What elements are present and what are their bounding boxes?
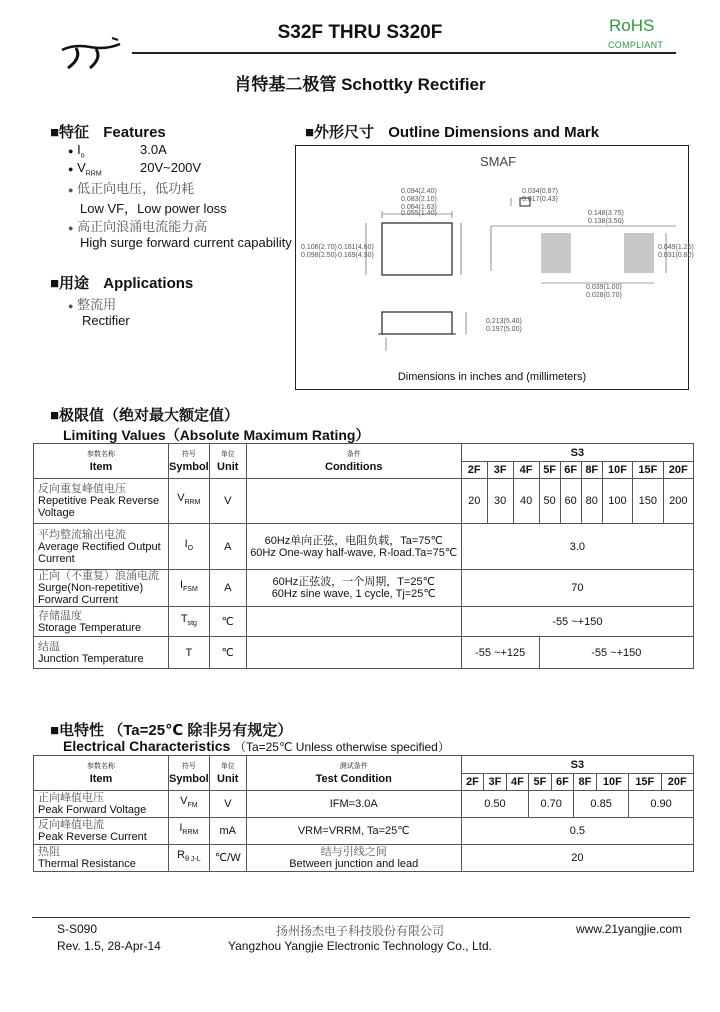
lim-r1-value: 200 bbox=[663, 479, 693, 524]
el-r2-sym-main: I bbox=[179, 822, 183, 835]
el-col-param-en: Item bbox=[89, 773, 113, 785]
lim-col-sym bbox=[169, 444, 210, 479]
el-r1-v3: 0.85 bbox=[574, 791, 629, 818]
dim-2: 0.083(2.10) bbox=[401, 196, 437, 203]
lim-r1-value: 60 bbox=[560, 479, 581, 524]
el-model: 10F bbox=[596, 774, 628, 791]
features-heading bbox=[50, 121, 166, 142]
footer-company-cn: 扬州扬杰电子科技股份有限公司 bbox=[275, 924, 444, 938]
lim-r5-sym: T bbox=[169, 637, 210, 669]
lim-r2-en2: Current bbox=[38, 552, 75, 565]
lim-r3-sym-main: I bbox=[179, 579, 183, 592]
features-heading-en: Features bbox=[103, 124, 166, 141]
el-col-sym-cn: 符号 bbox=[181, 763, 196, 770]
application-item-cn: ● 整流用 bbox=[68, 297, 117, 312]
el-r3-cond bbox=[246, 845, 461, 872]
dim-6: 0.017(0.43) bbox=[522, 196, 558, 203]
lim-r5-cn: 结温 bbox=[38, 640, 60, 653]
lim-col-cond-cn: 条件 bbox=[346, 451, 361, 458]
footer-company-en: Yangzhou Yangjie Electronic Technology Co., Ltd. bbox=[228, 939, 492, 953]
lim-model: 3F bbox=[487, 462, 513, 479]
el-model: 15F bbox=[629, 774, 661, 791]
lim-r2-cond-cn: 60Hz单向正弦，电阻负载，Ta=75℃ bbox=[264, 534, 443, 547]
applications-heading bbox=[50, 272, 193, 293]
lim-col-sym-en: Symbol bbox=[169, 461, 209, 473]
el-r3-sym-sub: θ J-L bbox=[185, 856, 201, 864]
dim-17: 0.213(5.40) bbox=[486, 318, 522, 325]
el-r3-cond-en: Between junction and lead bbox=[289, 858, 419, 870]
lim-r2-en1: Average Rectified Output bbox=[38, 540, 161, 553]
footer-rev: Rev. 1.5, 28-Apr-14 bbox=[57, 939, 161, 953]
el-col-unit-en: Unit bbox=[217, 773, 239, 785]
lim-r2-value: 3.0 bbox=[461, 524, 693, 570]
lim-r3-en2: Forward Current bbox=[38, 594, 119, 606]
lim-r5-unit: ℃ bbox=[209, 637, 246, 669]
lim-r4-en: Storage Temperature bbox=[38, 621, 142, 634]
lim-r3-cond-en: 60Hz sine wave, 1 cycle, Tj=25℃ bbox=[271, 588, 436, 600]
lim-col-param bbox=[34, 444, 169, 479]
lim-r1-value: 20 bbox=[461, 479, 487, 524]
el-model: 2F bbox=[461, 774, 483, 791]
lim-r4-value: -55 ~+150 bbox=[461, 607, 693, 637]
lim-r3-cond-cn: 60Hz正弦波，一个周期，T=25℃ bbox=[272, 576, 435, 588]
table-row bbox=[34, 570, 694, 607]
lim-model: 15F bbox=[633, 462, 663, 479]
electrical-heading-cn: ■电特性 （Ta=25℃ 除非另有规定） bbox=[50, 722, 293, 739]
lim-r1-cn: 反向重复峰值电压 bbox=[38, 483, 126, 495]
el-col-cond-en: Test Condition bbox=[315, 773, 392, 785]
lim-r1-sym-main: V bbox=[177, 492, 185, 505]
table-row bbox=[34, 524, 694, 570]
feature-surge-cn: ● 高正向浪涌电流能力高 bbox=[68, 219, 208, 234]
lim-col-unit-cn: 单位 bbox=[220, 451, 235, 458]
io-sub: o bbox=[80, 152, 85, 160]
outline-heading bbox=[305, 121, 599, 142]
el-r2-sym bbox=[169, 818, 210, 845]
dim-1: 0.094(2.40) bbox=[401, 188, 437, 195]
dim-4: 0.055(1.40) bbox=[401, 210, 437, 217]
lim-col-sym-cn: 符号 bbox=[181, 451, 196, 458]
features-heading-cn: ■特征 bbox=[50, 124, 90, 141]
el-col-cond-cn: 测试条件 bbox=[339, 763, 368, 770]
rohs-mark: RoHS bbox=[609, 16, 655, 35]
lim-model: 2F bbox=[461, 462, 487, 479]
dim-5: 0.034(0.87) bbox=[522, 188, 558, 195]
el-r3-value: 20 bbox=[461, 845, 693, 872]
vrrm-label: V bbox=[77, 160, 86, 175]
dim-18: 0.197(5.00) bbox=[486, 326, 522, 333]
el-col-cond bbox=[246, 756, 461, 791]
dim-15: 0.039(1.00) bbox=[586, 284, 622, 291]
lim-col-unit bbox=[209, 444, 246, 479]
table-row bbox=[34, 479, 694, 524]
lim-r1-value: 150 bbox=[633, 479, 663, 524]
lim-r4-cond bbox=[246, 607, 461, 637]
lim-r2-sym-sub: O bbox=[187, 545, 194, 553]
el-col-sym bbox=[169, 756, 210, 791]
lim-r3-cond bbox=[246, 570, 461, 607]
el-r1-sym bbox=[169, 791, 210, 818]
lim-col-unit-en: Unit bbox=[217, 461, 239, 473]
el-model: 5F bbox=[529, 774, 551, 791]
lim-r4-param bbox=[34, 607, 169, 637]
lim-r1-en1: Repetitive Peak Reverse bbox=[38, 495, 160, 507]
lim-r2-param bbox=[34, 524, 169, 570]
lim-model: 5F bbox=[539, 462, 560, 479]
lim-model: 6F bbox=[560, 462, 581, 479]
io-label: I bbox=[77, 142, 81, 157]
applications-heading-cn: ■用途 bbox=[50, 275, 90, 292]
lim-r5-value-b: -55 ~+150 bbox=[539, 637, 693, 669]
el-model: 4F bbox=[506, 774, 528, 791]
el-r2-sym-sub: RRM bbox=[182, 829, 199, 837]
lim-r4-sym bbox=[169, 607, 210, 637]
limiting-heading-en: Limiting Values（Absolute Maximum Rating） bbox=[63, 427, 370, 443]
application-cn: 整流用 bbox=[77, 297, 117, 312]
title-rule bbox=[132, 52, 676, 54]
application-item-en: Rectifier bbox=[82, 313, 130, 328]
el-r1-param bbox=[34, 791, 169, 818]
lim-r1-param bbox=[34, 479, 169, 524]
lim-series: S3 bbox=[461, 444, 693, 462]
dim-8: 0.138(3.50) bbox=[588, 218, 624, 225]
el-model: 20F bbox=[661, 774, 693, 791]
lim-model: 8F bbox=[581, 462, 602, 479]
electrical-heading-en: Electrical Characteristics bbox=[63, 738, 231, 754]
el-model: 6F bbox=[551, 774, 573, 791]
el-r2-cond: VRM=VRRM, Ta=25℃ bbox=[246, 818, 461, 845]
outline-heading-cn: ■外形尺寸 bbox=[305, 124, 375, 141]
feature-vrrm-value: 20V~200V bbox=[140, 160, 202, 175]
electrical-table bbox=[33, 755, 694, 872]
el-r1-sym-main: V bbox=[180, 795, 188, 808]
lim-r5-cond bbox=[246, 637, 461, 669]
lim-model: 20F bbox=[663, 462, 693, 479]
lim-r3-en1: Surge(Non-repetitive) bbox=[38, 582, 144, 594]
el-r1-v4: 0.90 bbox=[629, 791, 694, 818]
lim-r1-value: 30 bbox=[487, 479, 513, 524]
el-r3-unit: ℃/W bbox=[209, 845, 246, 872]
dim-12: 0.169(4.30) bbox=[338, 252, 374, 259]
el-r1-sym-sub: FM bbox=[187, 802, 198, 810]
el-r2-unit: mA bbox=[209, 818, 246, 845]
lim-r4-sym-sub: stg bbox=[187, 620, 197, 628]
surge-cn: 高正向浪涌电流能力高 bbox=[77, 219, 208, 234]
lim-r2-sym-main: I bbox=[184, 537, 188, 550]
el-series: S3 bbox=[461, 756, 693, 774]
lim-r2-unit: A bbox=[209, 524, 246, 570]
electrical-heading-en-wrap bbox=[63, 738, 450, 755]
lim-r3-cn: 正向（不重复）浪涌电流 bbox=[38, 570, 159, 582]
lim-r2-cond-en: 60Hz One-way half-wave, R-load.Ta=75℃ bbox=[250, 546, 458, 559]
el-col-unit-cn: 单位 bbox=[220, 763, 235, 770]
lim-r3-sym-sub: FSM bbox=[183, 586, 198, 594]
lim-r1-en2: Voltage bbox=[38, 507, 75, 519]
electrical-heading-note: （Ta=25℃ Unless otherwise specified） bbox=[233, 740, 450, 754]
lim-r1-sym bbox=[169, 479, 210, 524]
lim-r3-sym bbox=[169, 570, 210, 607]
el-model: 3F bbox=[484, 774, 506, 791]
el-r3-en: Thermal Resistance bbox=[38, 858, 136, 870]
package-name: SMAF bbox=[480, 154, 517, 169]
lim-col-param-cn: 参数名称 bbox=[87, 451, 115, 458]
table-row bbox=[34, 607, 694, 637]
el-r2-cn: 反向峰值电流 bbox=[38, 819, 104, 831]
feature-vrrm: ● $V_{RRM}$ bbox=[68, 160, 102, 178]
lim-r5-value-a: -55 ~+125 bbox=[461, 637, 539, 669]
lim-r1-value: 100 bbox=[602, 479, 632, 524]
low-vf-cn: 低正向电压，低功耗 bbox=[77, 181, 195, 196]
el-r1-cond: IFM=3.0A bbox=[246, 791, 461, 818]
lim-r2-cn: 平均整流输出电流 bbox=[38, 528, 126, 541]
outline-note: Dimensions in inches and (millimeters) bbox=[397, 371, 587, 383]
page-title: S32F THRU S320F bbox=[277, 22, 443, 43]
el-model: 8F bbox=[574, 774, 596, 791]
el-r3-cond-cn: 结与引线之间 bbox=[320, 846, 387, 858]
el-col-param bbox=[34, 756, 169, 791]
feature-surge-en: High surge forward current capability bbox=[80, 235, 292, 250]
outline-heading-en: Outline Dimensions and Mark bbox=[388, 124, 600, 141]
el-r1-en: Peak Forward Voltage bbox=[38, 804, 147, 816]
outline-drawing bbox=[295, 145, 694, 390]
el-r1-v2: 0.70 bbox=[529, 791, 574, 818]
lim-model: 10F bbox=[602, 462, 632, 479]
el-r3-sym-main: R bbox=[177, 849, 186, 862]
table-row bbox=[34, 818, 694, 845]
dim-16: 0.028(0.70) bbox=[586, 292, 622, 299]
lim-r2-cond bbox=[246, 524, 461, 570]
dim-7: 0.148(3.75) bbox=[588, 210, 624, 217]
table-row bbox=[34, 845, 694, 872]
limiting-heading-cn: ■极限值（绝对最大额定值） bbox=[50, 407, 240, 424]
el-col-param-cn: 参数名称 bbox=[87, 763, 115, 770]
footer-doc-no: S-S090 bbox=[57, 922, 98, 936]
el-col-unit bbox=[209, 756, 246, 791]
lim-col-param-en: Item bbox=[89, 461, 113, 473]
feature-low-vf-en: Low VF，Low power loss bbox=[80, 201, 227, 216]
lim-r1-value: 80 bbox=[581, 479, 602, 524]
lim-r2-sym bbox=[169, 524, 210, 570]
el-r2-en: Peak Reverse Current bbox=[38, 831, 147, 843]
dim-10: 0.098(2.50) bbox=[301, 252, 337, 259]
lim-r1-sym-sub: RRM bbox=[184, 499, 201, 507]
dim-11: 0.181(4.60) bbox=[338, 244, 374, 251]
dim-3: 0.064(1.63) bbox=[401, 204, 437, 211]
lim-r4-cn: 存储温度 bbox=[38, 609, 82, 622]
el-r3-sym bbox=[169, 845, 210, 872]
package-outline-svg bbox=[296, 146, 688, 389]
footer-rule bbox=[32, 917, 690, 918]
el-r1-v1: 0.50 bbox=[461, 791, 528, 818]
el-r2-param bbox=[34, 818, 169, 845]
lim-r3-param bbox=[34, 570, 169, 607]
lim-r4-unit: ℃ bbox=[209, 607, 246, 637]
lim-r1-cond bbox=[246, 479, 461, 524]
table-row bbox=[34, 637, 694, 669]
dim-9: 0.106(2.70) bbox=[301, 244, 337, 251]
el-r1-unit: V bbox=[209, 791, 246, 818]
lim-r1-value: 40 bbox=[513, 479, 539, 524]
footer-website[interactable]: www.21yangjie.com bbox=[576, 922, 683, 936]
el-r3-param bbox=[34, 845, 169, 872]
rohs-compliant: COMPLIANT bbox=[608, 40, 664, 50]
applications-heading-en: Applications bbox=[103, 275, 194, 292]
lim-r5-param bbox=[34, 637, 169, 669]
limiting-table bbox=[33, 443, 694, 669]
lim-r3-value: 70 bbox=[461, 570, 693, 607]
lim-r4-sym-main: T bbox=[180, 612, 188, 625]
feature-low-vf-cn: ● 低正向电压，低功耗 bbox=[68, 181, 195, 196]
lim-r5-en: Junction Temperature bbox=[38, 652, 144, 665]
el-col-sym-en: Symbol bbox=[169, 773, 209, 785]
lim-r1-value: 50 bbox=[539, 479, 560, 524]
dim-14: 0.031(0.80) bbox=[658, 252, 694, 259]
feature-io: ● $I_o$ bbox=[68, 142, 85, 160]
lim-col-cond bbox=[246, 444, 461, 479]
vrrm-sub: RRM bbox=[85, 170, 102, 178]
dim-13: 0.049(1.25) bbox=[658, 244, 694, 251]
el-r2-value: 0.5 bbox=[461, 818, 693, 845]
el-r1-cn: 正向峰值电压 bbox=[38, 792, 104, 804]
lim-col-cond-en: Conditions bbox=[325, 461, 383, 473]
feature-io-value: 3.0A bbox=[140, 142, 167, 157]
page-subtitle: 肖特基二极管 Schottky Rectifier bbox=[234, 75, 486, 94]
table-row bbox=[34, 791, 694, 818]
el-r3-cn: 热阻 bbox=[38, 846, 60, 858]
lim-r1-unit: V bbox=[209, 479, 246, 524]
lim-model: 4F bbox=[513, 462, 539, 479]
lim-r3-unit: A bbox=[209, 570, 246, 607]
